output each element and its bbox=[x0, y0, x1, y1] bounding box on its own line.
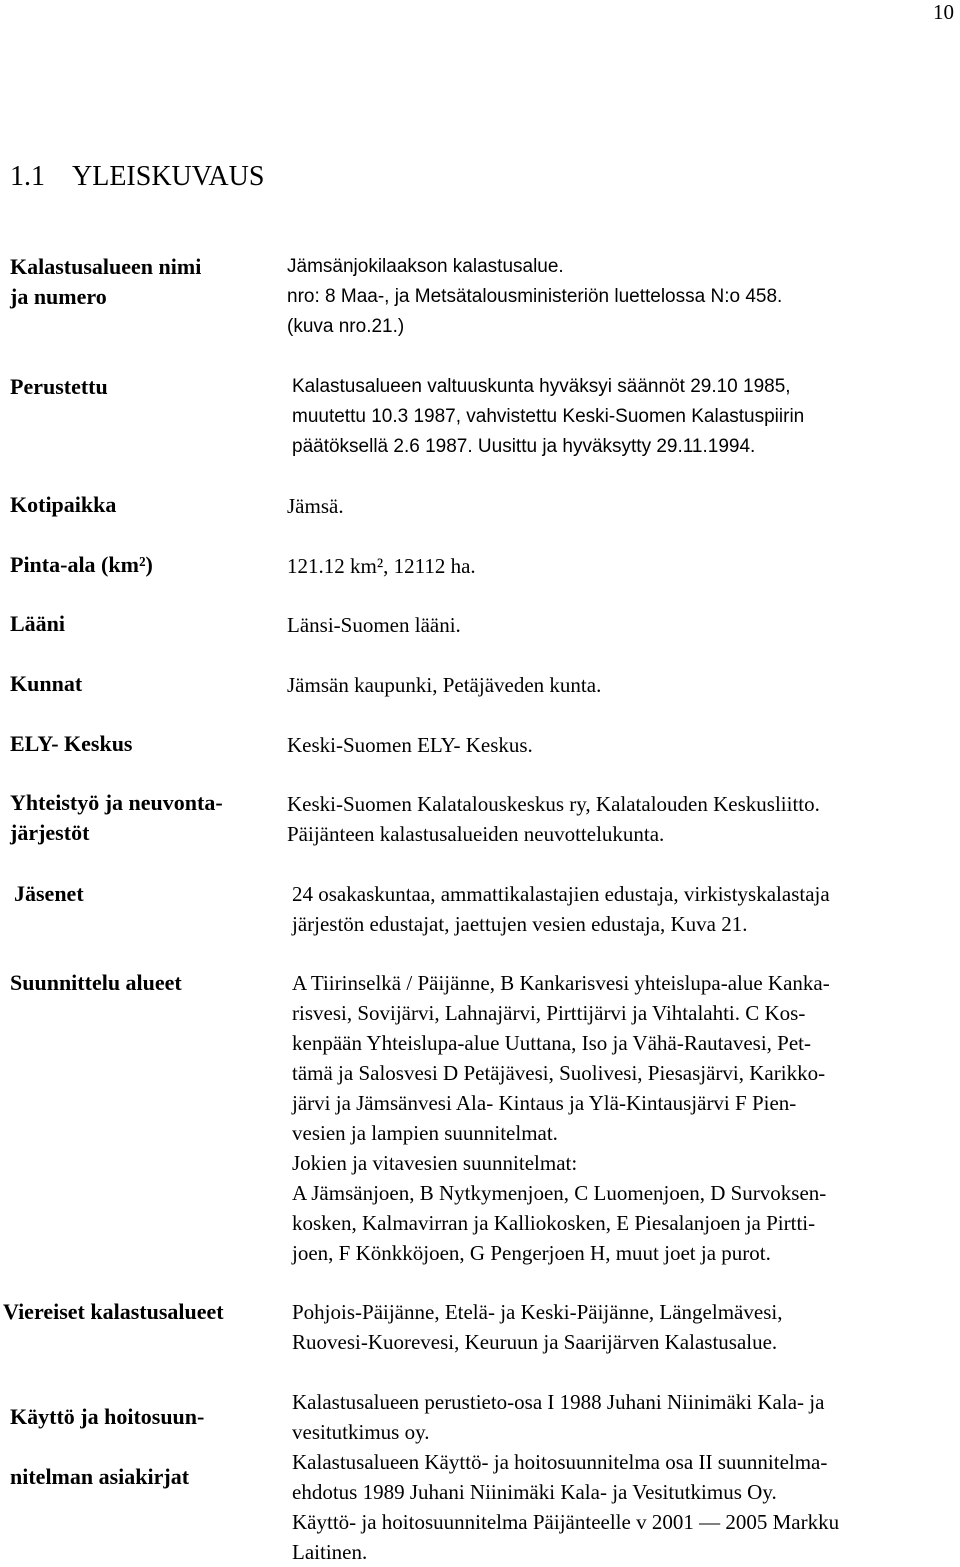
label-province: Lääni bbox=[10, 611, 66, 636]
label-planning-areas: Suunnittelu alueet bbox=[10, 970, 182, 995]
section-title: YLEISKUVAUS bbox=[72, 161, 265, 192]
value-name-and-number: Jämsänjokilaakson kalastusalue. nro: 8 Maa-, ja Metsätalousministeriön luettelossa N:o 458. (kuva nro.21.) bbox=[287, 256, 783, 337]
value-area: 121.12 km², 12112 ha. bbox=[287, 554, 476, 578]
label-founded: Perustettu bbox=[10, 374, 108, 399]
value-cooperation-organizations: Keski-Suomen Kalatalouskeskus ry, Kalatalouden Keskusliitto. Päijänteen kalastusalueiden neuvottelukunta. bbox=[287, 792, 820, 846]
value-province: Länsi-Suomen lääni. bbox=[287, 613, 461, 637]
label-domicile: Kotipaikka bbox=[10, 492, 117, 517]
value-members: 24 osakaskuntaa, ammattikalastajien edustaja, virkistyskalastaja järjestön edustajat, jaettujen vesien edustaja, Kuva 21. bbox=[292, 882, 830, 936]
label-cooperation-organizations: Yhteistyö ja neuvonta- järjestöt bbox=[10, 790, 223, 845]
label-municipalities: Kunnat bbox=[10, 671, 83, 696]
value-planning-areas: A Tiirinselkä / Päijänne, B Kankarisvesi yhteislupa-alue Kanka- risvesi, Sovijärvi, Lahnajärvi, Pirttijärvi ja Vihtalahti. C Kos- kenpään Yhteislupa-alue Uuttana, Iso ja Vähä-Rautavesi, Pet- tämä ja Salosvesi D Petäjävesi, Suolivesi, Piesasjärvi, Karikko- järvi ja Jämsänvesi Ala- Kintaus ja Ylä-Kintausjärvi F Pien- vesien ja lampien suunnitelmat. Jokien ja vitavesien suunnitelmat: A Jämsänjoen, B Nytkymenjoen, C Luomenjoen, D Survoksen- kosken, Kalmavirran ja Kalliokosken, E Piesalanjoen ja Pirtti- joen, F Könkköjoen, G Pengerjoen H, muut joet ja purot. bbox=[292, 971, 830, 1265]
section-number: 1.1 bbox=[10, 161, 45, 192]
label-members: Jäsenet bbox=[14, 881, 84, 906]
value-management-plan-documents: Kalastusalueen perustieto-osa I 1988 Juhani Niinimäki Kala- ja vesitutkimus oy. Kalastusalueen Käyttö- ja hoitosuunnitelma osa II suunnitelma- ehdotus 1989 Juhani Niinimäki Kala- ja Vesitutkimus Oy. Käyttö- ja hoitosuunnitelma Päijänteelle v 2001 — 2005 Markku Laitinen. bbox=[292, 1390, 840, 1564]
label-area: Pinta-ala (km²) bbox=[10, 552, 153, 577]
value-ely-centre: Keski-Suomen ELY- Keskus. bbox=[287, 733, 533, 757]
value-municipalities: Jämsän kaupunki, Petäjäveden kunta. bbox=[287, 673, 602, 697]
page-number: 10 bbox=[933, 0, 954, 24]
value-adjacent-areas: Pohjois-Päijänne, Etelä- ja Keski-Päijänne, Längelmävesi, Ruovesi-Kuorevesi, Keuruun ja Saarijärven Kalastusalue. bbox=[292, 1300, 783, 1354]
label-management-plan-documents: Käyttö ja hoitosuun- nitelman asiakirjat bbox=[10, 1404, 205, 1489]
value-domicile: Jämsä. bbox=[287, 494, 344, 518]
value-founded: Kalastusalueen valtuuskunta hyväksyi säännöt 29.10 1985, muutettu 10.3 1987, vahvistettu Keski-Suomen Kalastuspiirin päätöksellä 2.6 1987. Uusittu ja hyväksytty 29.11.1994. bbox=[292, 376, 805, 457]
label-name-and-number: Kalastusalueen nimi ja numero bbox=[10, 254, 202, 309]
label-adjacent-areas: Viereiset kalastusalueet bbox=[3, 1299, 224, 1324]
label-ely-centre: ELY- Keskus bbox=[10, 731, 133, 756]
section-heading bbox=[10, 160, 264, 194]
